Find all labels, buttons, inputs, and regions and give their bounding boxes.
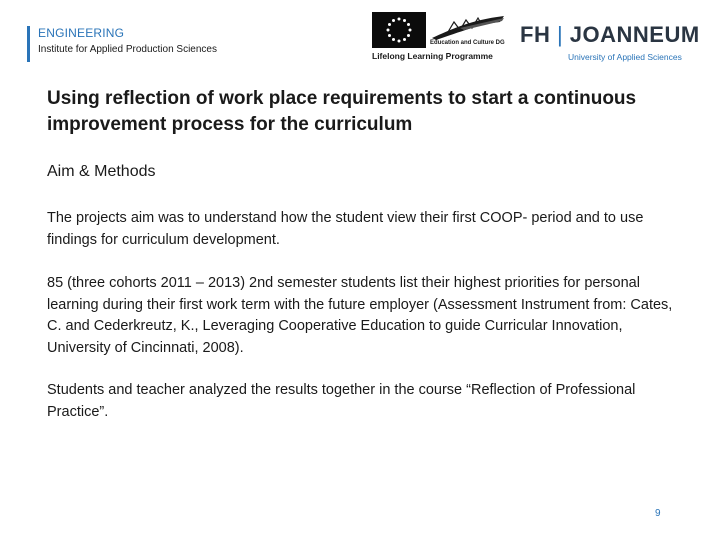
fh-separator: | (556, 22, 564, 47)
fh-joanneum-logo (520, 22, 700, 66)
eu-lifelong-learning-logo (372, 12, 508, 62)
paragraph-analysis: Students and teacher analyzed the results together in the course “Reflection of Professional Practice”. (47, 382, 636, 420)
slide-title: Using reflection of work place requirements to start a continuous improvement process for the curriculum (47, 88, 637, 135)
eu-dg-label: Education and Culture DG (430, 40, 505, 46)
section-heading: Aim & Methods (47, 163, 156, 180)
department-name: ENGINEERING (38, 26, 125, 40)
fh-letters: FH (520, 22, 551, 47)
lifelong-learning-bird-icon (430, 12, 506, 42)
eu-programme-label: Lifelong Learning Programme (372, 51, 493, 61)
eu-flag-icon (372, 12, 426, 48)
paragraph-method: 85 (three cohorts 2011 – 2013) 2nd semester students list their highest priorities for personal learning during their first work term with the future employer (Assessment Instrument from: Cates, C. and Cederkreutz, K., Leveraging Cooperative Education to guide Curricular Innovation, University of Cincinnati, 2008). (47, 275, 673, 356)
joanneum-letters: JOANNEUM (569, 22, 700, 47)
paragraph-aim: The projects aim was to understand how the student view their first COOP- period and to use findings for curriculum development. (47, 210, 644, 248)
fh-subtitle: University of Applied Sciences (568, 52, 682, 62)
institute-name: Institute for Applied Production Sciences (38, 44, 217, 55)
page-number: 9 (655, 508, 661, 519)
department-accent-bar (27, 26, 30, 62)
fh-joanneum-wordmark (520, 22, 700, 48)
